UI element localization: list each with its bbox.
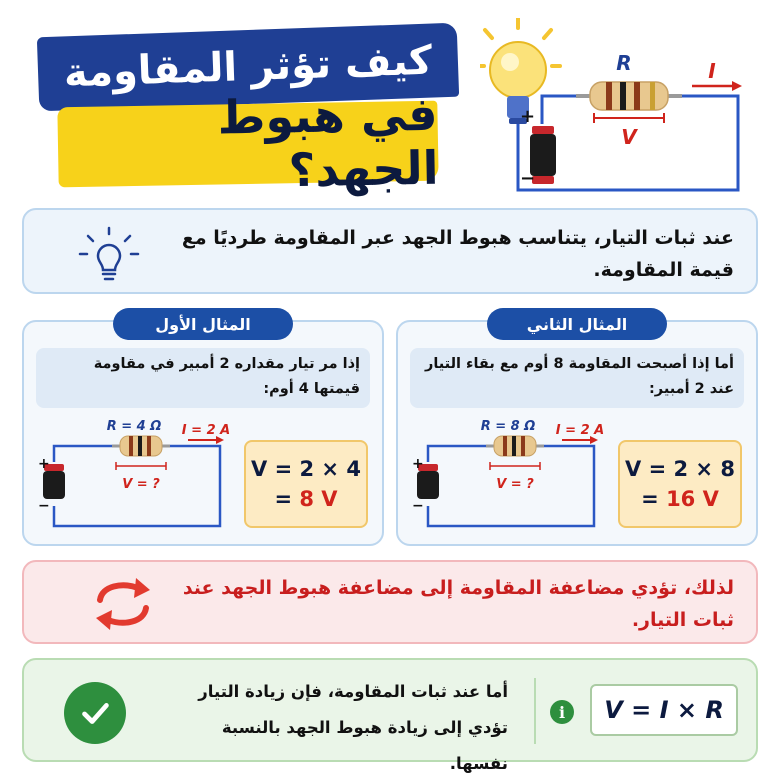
example-first-resistor-label: R = 4 Ω — [106, 419, 162, 434]
example-first-text: إذا مر تيار مقداره 2 أمبير في مقاومة قيمتها 4 أوم: — [36, 348, 370, 408]
title-line-1-text: كيف تؤثر المقاومة — [63, 37, 433, 97]
example-first-plus: + — [38, 456, 50, 472]
top-plus-sign: + — [520, 106, 536, 127]
top-minus-sign: − — [520, 168, 536, 189]
top-resistor — [576, 82, 682, 110]
title-line-2-text: في هبوط الجهد؟ — [217, 86, 439, 198]
example-second-formula — [618, 440, 742, 528]
example-first-equals: = — [274, 487, 293, 511]
example-first-label: المثال الأول — [113, 308, 293, 340]
example-first-current-label: I = 2 A — [181, 423, 231, 438]
example-second-panel — [396, 314, 758, 546]
example-second-equals: = — [641, 487, 659, 511]
bottom-panel — [22, 658, 758, 773]
example-first-panel — [22, 314, 384, 546]
example-second-formula-line: V = 2 × 8 — [625, 457, 735, 481]
example-second-circuit — [404, 418, 614, 538]
example-second-text: أما إذا أصبحت المقاومة 8 أوم مع بقاء التيار عند 2 أمبير: — [410, 348, 744, 408]
info-icon: i — [550, 700, 574, 724]
check-mark-icon — [76, 694, 114, 732]
example-second-current-label: I = 2 A — [555, 423, 605, 438]
top-current-label: I — [708, 59, 716, 83]
bottom-divider — [534, 678, 536, 744]
ohms-law-box — [590, 684, 738, 736]
intro-panel — [22, 208, 758, 294]
check-circle-icon — [64, 682, 126, 744]
top-resistor-label: R — [616, 51, 632, 75]
example-second-minus: − — [412, 498, 424, 514]
title-line-2 — [57, 86, 439, 198]
example-first-circuit — [30, 418, 240, 538]
ohms-law-text: V = I × R — [604, 696, 724, 724]
example-first-result: 8 V — [299, 487, 338, 511]
conclusion-panel — [22, 560, 758, 644]
swap-arrows-icon — [88, 574, 158, 634]
lightbulb-icon — [74, 224, 144, 284]
bottom-text: أما عند ثبات المقاومة، فإن زيادة التيار تؤدي إلى زيادة هبوط الجهد بالنسبة نفسها. — [198, 682, 508, 773]
example-second-resistor-label: R = 8 Ω — [480, 419, 536, 434]
example-first-minus: − — [38, 498, 50, 514]
top-circuit-diagram — [480, 18, 760, 198]
example-first-formula-line: V = 2 × 4 — [251, 457, 361, 481]
intro-text: عند ثبات التيار، يتناسب هبوط الجهد عبر المقاومة طرديًا مع قيمة المقاومة. — [181, 227, 734, 281]
example-second-result: 16 V — [666, 487, 719, 511]
conclusion-text: لذلك، تؤدي مضاعفة المقاومة إلى مضاعفة هبوط الجهد عند ثبات التيار. — [182, 577, 734, 631]
example-first-formula — [244, 440, 368, 528]
example-second-plus: + — [412, 456, 424, 472]
example-first-voltage-label: V = ? — [122, 477, 160, 492]
top-voltage-label: V — [621, 125, 637, 149]
example-second-label: المثال الثاني — [487, 308, 667, 340]
example-second-voltage-label: V = ? — [496, 477, 534, 492]
